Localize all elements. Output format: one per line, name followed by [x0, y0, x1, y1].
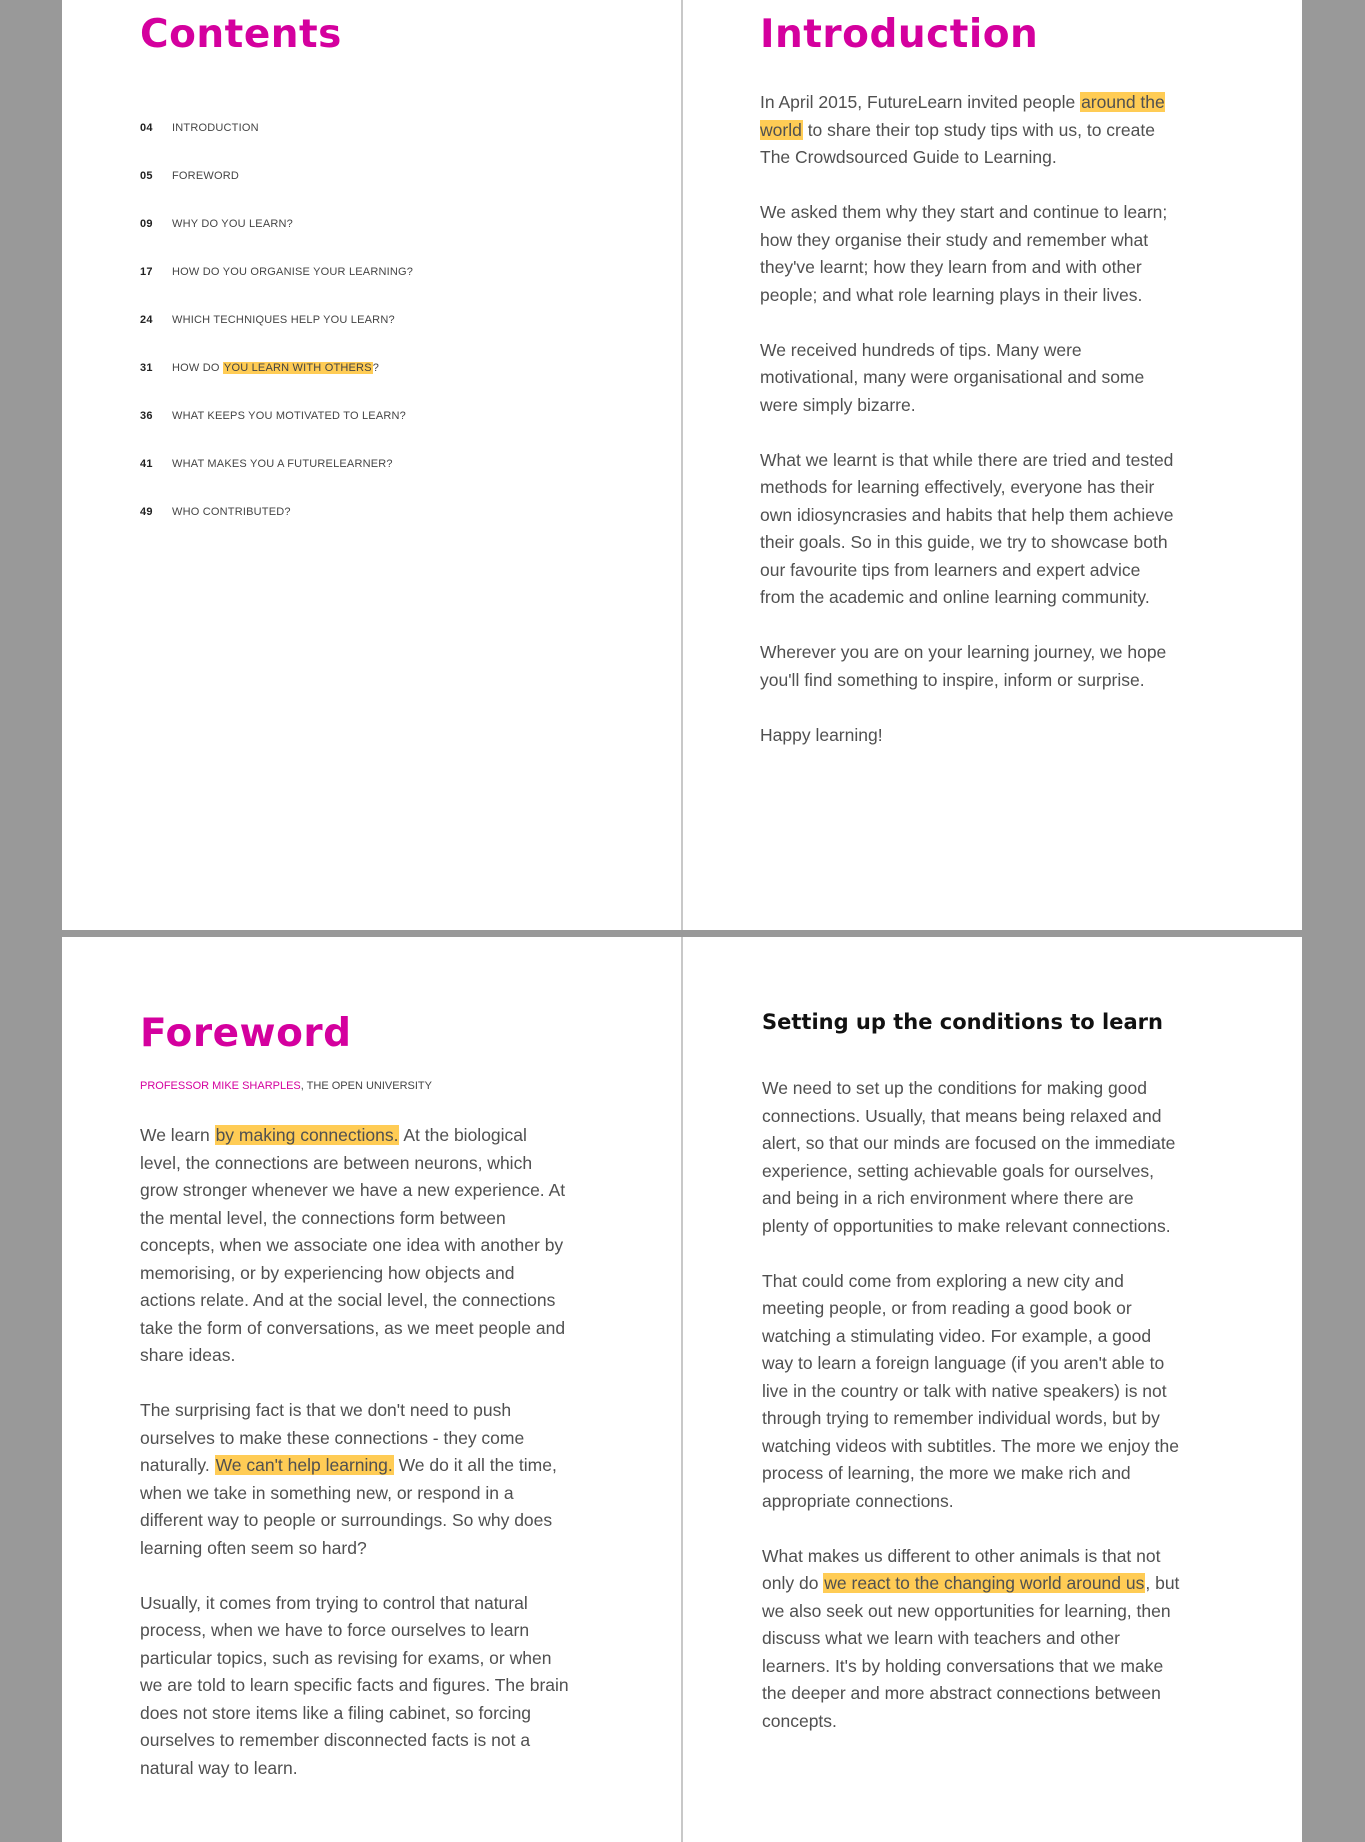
paragraph: Usually, it comes from trying to control that natural process, when we have to force ourselves to learn particular topics, such as revising for exams, or when we are told to learn specific facts and figures. The brain does not store items like a filing cabinet, so forcing ourselves to remember disconnected facts is not a natural way to learn.: [140, 1592, 569, 1778]
toc-label: WHO CONTRIBUTED?: [172, 506, 291, 518]
paragraph: The surprising fact is that we don't need to push ourselves to make these connections - they come naturally. We can't help learning. We do it all the time, when we take in something new, or respond in a different way to people or surroundings. So why does learning often seem so hard?: [140, 1400, 557, 1558]
introduction-body: [760, 89, 1180, 777]
foreword-body: [140, 1122, 570, 1810]
toc-label: HOW DO YOU LEARN WITH OTHERS?: [172, 362, 380, 374]
spine-divider: [681, 937, 683, 1842]
toc-label: HOW DO YOU ORGANISE YOUR LEARNING?: [172, 266, 414, 278]
byline: [140, 1080, 432, 1092]
toc-page-number: 04: [140, 122, 153, 134]
toc-item[interactable]: [140, 458, 413, 506]
paragraph: What we learnt is that while there are tried and tested methods for learning effectively, everyone has their own idiosyncrasies and habits that help them achieve their goals. So in this guide, we try to showcase both our favourite tips from learners and expert advice from the academic and online learning community.: [760, 449, 1174, 607]
toc-item[interactable]: [140, 314, 413, 362]
toc-label: WHY DO YOU LEARN?: [172, 218, 293, 230]
highlight: we react to the changing world around us: [824, 1573, 1145, 1593]
paragraph: Wherever you are on your learning journey, we hope you'll find something to inspire, inform or surprise.: [760, 642, 1167, 690]
foreword-title: Foreword: [140, 1011, 352, 1056]
conditions-body: [762, 1075, 1182, 1763]
introduction-title: Introduction: [760, 12, 1039, 57]
paragraph: We learn by making connections. At the biological level, the connections are between neurons, which grow stronger whenever we have a new experience. At the mental level, the connections form between concepts, when we associate one idea with another by memorising, or by experiencing how objects and actions relate. And at the social level, the connections take the form of conversations, as we meet people and share ideas.: [140, 1125, 566, 1365]
spine-divider: [681, 0, 683, 930]
toc-item[interactable]: [140, 122, 413, 170]
toc-item[interactable]: [140, 266, 413, 314]
toc-label: INTRODUCTION: [172, 122, 259, 134]
toc-item[interactable]: [140, 218, 413, 266]
toc-page-number: 17: [140, 266, 153, 278]
toc-page-number: 41: [140, 458, 153, 470]
paragraph: We need to set up the conditions for making good connections. Usually, that means being relaxed and alert, so that our minds are focused on the immediate experience, setting achievable goals for ourselves, and being in a rich environment where there are plenty of opportunities to make relevant connections.: [762, 1078, 1176, 1236]
contents-title: Contents: [140, 12, 342, 57]
toc-page-number: 36: [140, 410, 153, 422]
author-name: PROFESSOR MIKE SHARPLES: [140, 1080, 301, 1092]
author-affiliation: , THE OPEN UNIVERSITY: [300, 1080, 432, 1092]
highlight: We can't help learning.: [215, 1455, 393, 1475]
toc-item[interactable]: [140, 506, 413, 554]
bottom-spread: [62, 937, 1302, 1842]
paragraph: We received hundreds of tips. Many were motivational, many were organisational and some were simply bizarre.: [760, 339, 1145, 415]
paragraph: Happy learning!: [760, 724, 883, 745]
toc-page-number: 24: [140, 314, 153, 326]
contents-list: [140, 122, 413, 554]
paragraph: We asked them why they start and continue to learn; how they organise their study and remember what they've learnt; how they learn from and with other people; and what role learning plays in their lives.: [760, 202, 1168, 305]
toc-label: FOREWORD: [172, 170, 239, 182]
section-subheading: Setting up the conditions to learn: [762, 1010, 1163, 1034]
toc-page-number: 31: [140, 362, 153, 374]
highlight: YOU LEARN WITH OTHERS: [223, 362, 372, 374]
highlight: around the world: [760, 92, 1165, 140]
toc-page-number: 09: [140, 218, 153, 230]
toc-item[interactable]: [140, 170, 413, 218]
paragraph: That could come from exploring a new city and meeting people, or from reading a good book or watching a stimulating video. For example, a good way to learn a foreign language (if you aren't able to live in the country or talk with native speakers) is not through trying to remember individual words, but by watching videos with subtitles. The more we enjoy the process of learning, the more we make rich and appropriate connections.: [762, 1270, 1179, 1511]
highlight: by making connections.: [215, 1125, 399, 1145]
toc-label: WHAT KEEPS YOU MOTIVATED TO LEARN?: [172, 410, 406, 422]
paragraph: In April 2015, FutureLearn invited people around the world to share their top study tips with us, to create The Crowdsourced Guide to Learning.: [760, 92, 1165, 167]
toc-page-number: 49: [140, 506, 153, 518]
paragraph: What makes us different to other animals is that not only do we react to the changing world around us, but we also seek out new opportunities for learning, then discuss what we learn with teachers and other learners. It's by holding conversations that we make the deeper and more abstract connections between concepts.: [762, 1545, 1180, 1731]
toc-item[interactable]: [140, 410, 413, 458]
toc-page-number: 05: [140, 170, 153, 182]
toc-label: WHICH TECHNIQUES HELP YOU LEARN?: [172, 314, 395, 326]
top-spread: [62, 0, 1302, 930]
toc-label: WHAT MAKES YOU A FUTURELEARNER?: [172, 458, 393, 470]
toc-item[interactable]: [140, 362, 413, 410]
